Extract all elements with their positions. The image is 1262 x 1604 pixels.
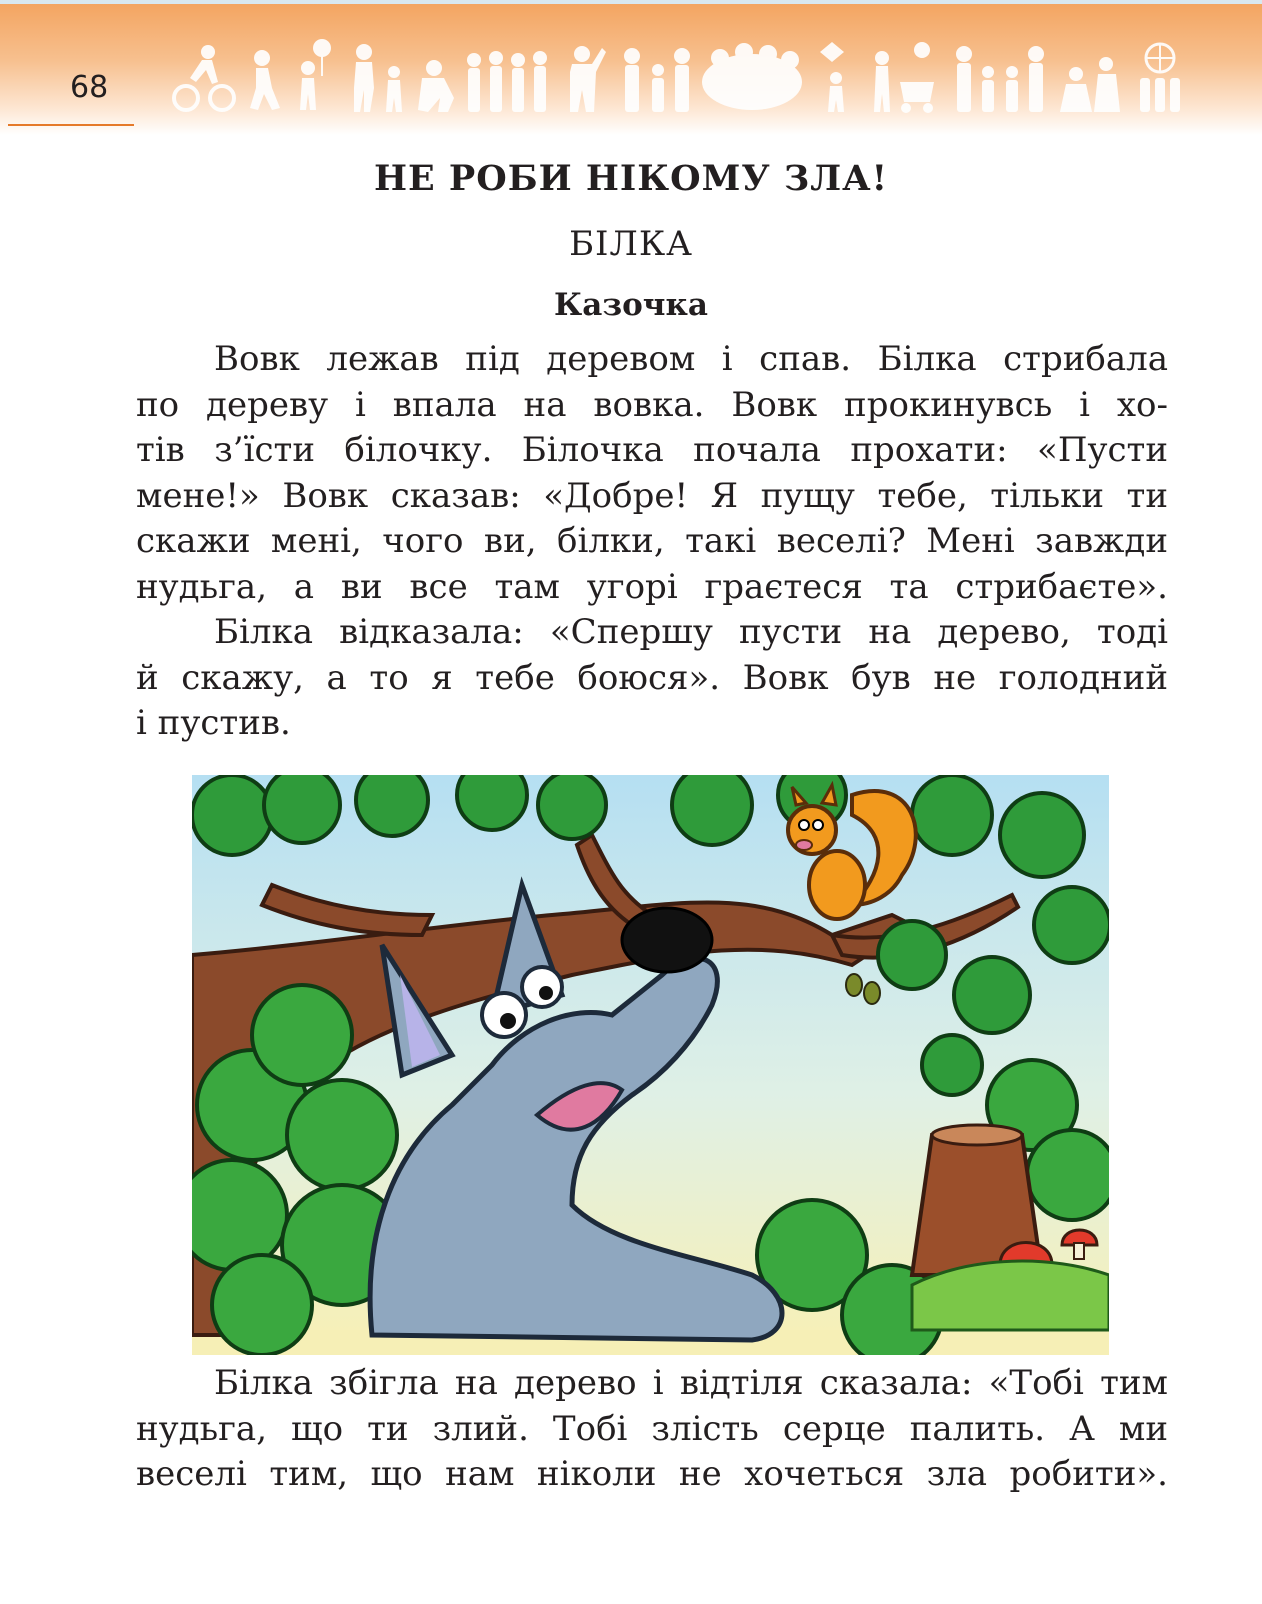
story-text-top [136, 337, 1168, 747]
text-line: нудьга, що ти злий. Тобі злість серце палить. А ми [136, 1408, 1168, 1449]
text-line: нудьга, а ви все там угорі граєтеся та стрибаєте». [136, 566, 1168, 607]
child-with-balloon-icon [300, 39, 331, 110]
parent-child-icon [354, 44, 402, 112]
story-genre-label: Казочка [554, 287, 708, 323]
text-line: веселі тим, що нам ніколи не хочеться зла робити». [136, 1454, 1168, 1494]
story-section-title: НЕ РОБИ НІКОМУ ЗЛА! [373, 158, 889, 199]
text-line: тів з’їсти білочку. Білочка почала прохати: «Пусти [136, 430, 1168, 470]
text-line: мене!» Вовк сказав: «Добре! Я пущу тебе, тільки ти [136, 475, 1168, 516]
text-line: Вовк лежав під деревом і спав. Білка стрибала [214, 339, 1168, 379]
story-text-bottom [136, 1361, 1168, 1498]
grass-patch [912, 1261, 1109, 1330]
text-line: Білка збігла на дерево і відтіля сказала: «Тобі тим [214, 1363, 1168, 1403]
child-in-pram-icon [874, 42, 934, 113]
text-line: Білка відказала: «Спершу пусти на дерево, тоді [214, 612, 1168, 652]
story-title: БІЛКА [569, 224, 693, 264]
child-with-kite-icon [820, 42, 844, 112]
text-line: скажи мені, чого ви, білки, такі веселі? Мені завжди [136, 521, 1168, 561]
family-holding-hands-icon [956, 46, 1044, 112]
group-of-people-icon [467, 51, 547, 112]
globe-people-icon [1140, 44, 1180, 112]
text-line: і пустив. [136, 703, 291, 743]
header-top-line [0, 0, 1262, 4]
waving-person-icon [570, 46, 606, 112]
cyclist-icon [174, 45, 234, 110]
text-line: й скажу, а то я тебе боюся». Вовк був не голодний [136, 657, 1168, 698]
kneeling-figures-icon [1060, 57, 1120, 112]
wolf-and-squirrel-illustration [192, 775, 1109, 1355]
running-child-icon [250, 50, 280, 110]
page-number: 68 [70, 70, 109, 105]
crowd-icon [702, 43, 802, 110]
header-pictograms [172, 38, 1182, 116]
page-number-underline [8, 124, 134, 126]
crouching-figure-icon [418, 60, 454, 112]
text-line: по дереву і впала на вовка. Вовк прокинувсь і хо- [136, 384, 1168, 425]
family-walking-icon [624, 48, 690, 112]
